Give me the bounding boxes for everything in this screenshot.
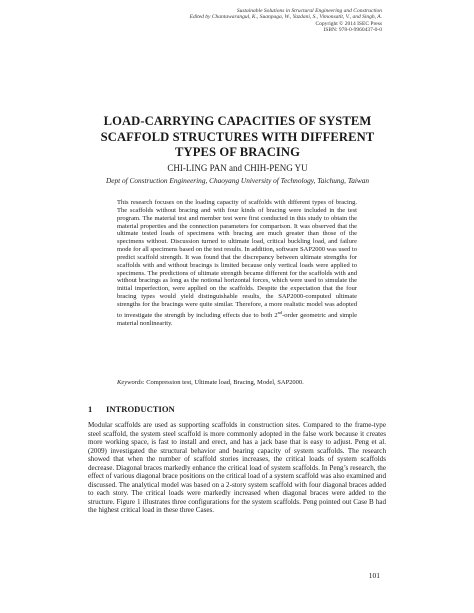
introduction-paragraph: Modular scaffolds are used as supporting scaffolds in construction sites. Compared to the frame-type steel scaffold, the system steel scaffold is more commonly adopted in the false work because it creates more working space, is fast to install and erect, and has a jack base that is easy to adjust. Peng et al. (2009) investigated the structural behavior and bearing capacity of system scaffolds. The research showed that when the number of scaffold stories increases, the critical loads of system scaffolds decrease. Diagonal braces markedly enhance the critical load of system scaffolds. In Peng’s research, the effect of various diagonal brace positions on the critical load of a system scaffold was also examined and discussed. The analytical model was based on a 2-story system scaffold with four diagonal braces added to each story. The critical loads were markedly increased when diagonal braces were added to the structure. Figure 1 illustrates three configurations for the system scaffolds. Peng pointed out Case B had the highest critical load in these three Cases. [88, 421, 386, 515]
section-heading [88, 404, 175, 414]
abstract-text: This research focuses on the loading capacity of scaffolds with different types of bracing. The scaffolds without bracing and with four kinds of bracing were included in the test program. The material test and member test were first conducted in this study to obtain the material properties and the connection parameters for comparison. It was observed that the ultimate tested loads of specimens with bracing are much greater than those of the specimens without. Discussion turned to ultimate load, critical buckling load, and failure mode for all specimens based on the test results. In addition, software SAP2000 was used to predict scaffold strength. It was found that the discrepancy between ultimate strengths for scaffolds with and without bracings is limited because only vertical loads were applied to specimens. The predictions of ultimate strength became different for the scaffolds with and without bracings as long as the notional horizontal forces, which were used to simulate the initial imperfection, were applied on the scaffolds. Despite the expectation that the four bracing types would yield distinguishable results, the SAP2000-computed ultimate strengths for the bracings were quite similar. Therefore, a more realistic model was adopted to investigate the strength by including effects due to both 2nd-order geometric and simple material nonlinearity. [117, 199, 357, 327]
header-isbn: ISBN: 978-0-9960437-0-0 [323, 27, 382, 34]
title-line-1: LOAD-CARRYING CAPACITIES OF SYSTEM [103, 114, 372, 128]
running-header [190, 8, 382, 34]
keywords-text: : Compression test, Ultimate load, Bracing, Model, SAP2000. [142, 379, 304, 386]
abstract [117, 199, 357, 328]
section-number: 1 [88, 404, 93, 414]
header-copyright: Copyright © 2014 ISEC Press [315, 20, 382, 27]
section-title: INTRODUCTION [106, 404, 175, 414]
header-book-title: Sustainable Solutions in Structural Engineering and Construction [236, 8, 382, 14]
paper-title [70, 114, 405, 161]
title-line-3: TYPES OF BRACING [175, 145, 300, 159]
authors: CHI-LING PAN and CHIH-PENG YU [167, 163, 308, 173]
title-line-2: SCAFFOLD STRUCTURES WITH DIFFERENT [100, 129, 375, 144]
keywords [117, 379, 357, 387]
keywords-label: Keywords [117, 379, 143, 386]
affiliation: Dept of Construction Engineering, Chaoyang University of Technology, Taichung, Taiwan [105, 176, 370, 185]
page-number: 101 [368, 571, 380, 580]
header-editors: Edited by Chantawarangul, K., Suanpaga, W., Yazdani, S., Vimonsatit, V., and Singh, A. [189, 14, 382, 21]
introduction-body [88, 421, 386, 515]
